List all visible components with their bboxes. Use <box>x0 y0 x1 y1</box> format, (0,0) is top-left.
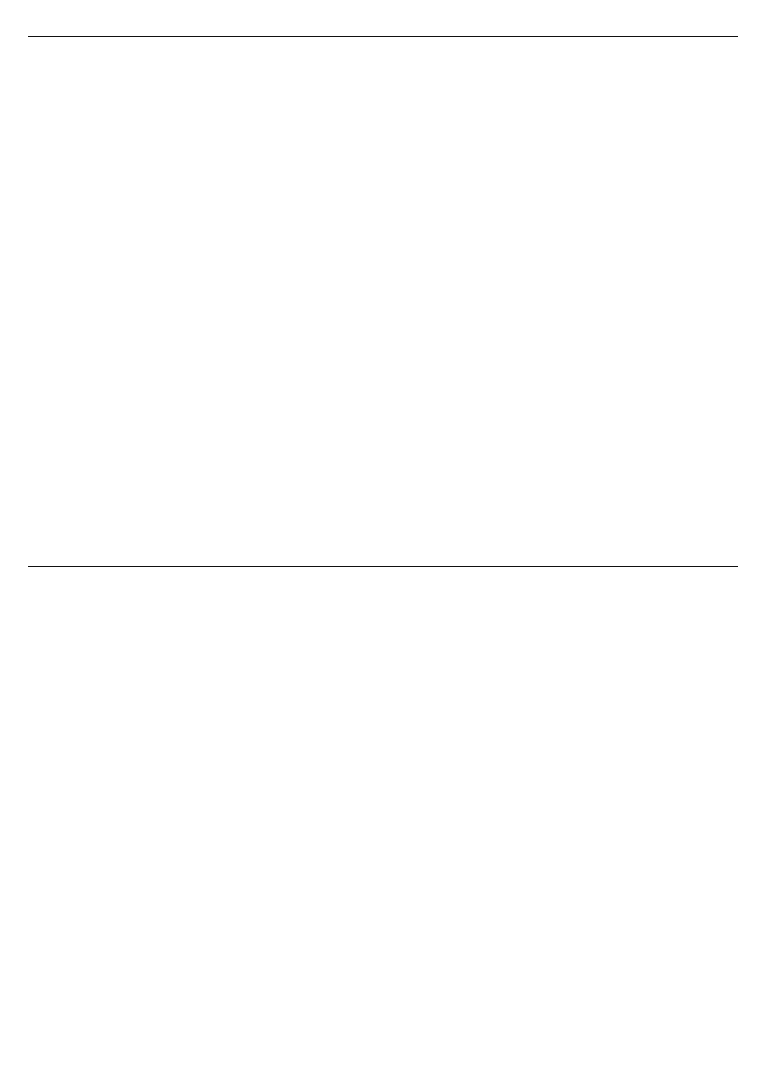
page-header <box>0 0 758 40</box>
lower-text-band <box>26 572 738 1072</box>
header-rule <box>28 36 738 37</box>
upper-text-band <box>26 42 738 560</box>
section-divider <box>28 566 738 567</box>
